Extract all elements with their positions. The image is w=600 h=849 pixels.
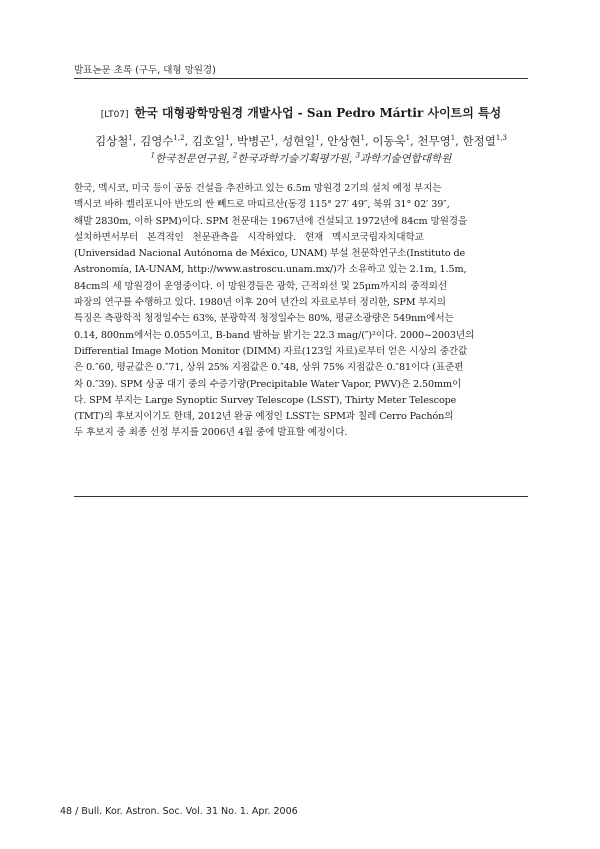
author-affiliation-mark: 1 <box>128 134 133 143</box>
author-list: 김상철$^1$, 김영수$^{1,2}$, 김호일$^1$, 박병곤$^1$, 성현일$^1$, 안상현$^1$, 이동욱$^1$, 천무영$^1$, 한정열$^{1,3}$ <box>94 134 507 148</box>
abstract-line: 멕시코 바하 캘리포니아 반도의 싼 뻬드로 마띠르산(동경 115° 27′ 49″, 북위 31° 02′ 39″, <box>74 199 450 211</box>
author: 김영수 <box>140 134 174 148</box>
section-header: 발표논문 초록 (구두, 대형 망원경) <box>74 65 216 76</box>
affiliation-mark: 1 <box>150 151 156 160</box>
abstract-line: (Universidad Nacional Autónoma de México, UNAM) 부설 천문학연구소(Instituto de <box>74 248 466 260</box>
author: 한정열 <box>462 134 496 148</box>
abstract-line: 두 후보지 중 최종 선정 부지를 2006년 4월 중에 발표할 예정이다. <box>74 427 348 439</box>
abstract-line: 해발 2830m, 이하 SPM)이다. SPM 천문대는 1967년에 건설되고 1972년에 84cm 망원경을 <box>74 215 468 227</box>
abstract-line: 84cm의 세 망원경이 운영중이다. 이 망원경들은 광학, 근적외선 및 25μm까지의 중적외선 <box>74 280 448 292</box>
author-affiliation-mark: 1 <box>225 134 230 143</box>
abstract-line: 설치하면서부터 본격적인 천문관측을 시작하였다. 현재 멕시코국립자치대학교 <box>74 231 424 243</box>
abstract-line: 0.14, 800nm에서는 0.055이고, B-band 밤하늘 밝기는 22.3 mag/(″)²이다. 2000~2003년의 <box>74 329 475 341</box>
author-affiliation-mark: 1 <box>360 134 365 143</box>
bottom-divider <box>74 496 528 497</box>
author: 김호일 <box>191 134 226 148</box>
author: 안상현 <box>327 134 361 148</box>
page-footer: 48 / Bull. Kor. Astron. Soc. Vol. 31 No. 1. Apr. 2006 <box>60 806 298 817</box>
paper-title <box>74 104 528 121</box>
abstract-line: 파장의 연구를 수행하고 있다. 1980년 이후 20여 년간의 자료로부터 정리한, SPM 부지의 <box>74 297 446 309</box>
top-divider <box>74 78 528 79</box>
affiliation-mark: 2 <box>232 151 238 160</box>
abstract-line: 한국, 멕시코, 미국 등이 공동 건설을 추진하고 있는 6.5m 망원경 2기의 설치 예정 부지는 <box>74 183 442 194</box>
author-affiliation-mark: 1 <box>270 134 275 143</box>
abstract-line: 다. SPM 부지는 Large Synoptic Survey Telescope (LSST), Thirty Meter Telescope <box>74 394 457 406</box>
abstract-line: 차 0.″39). SPM 상공 대기 중의 수증기량(Precipitable Water Vapor, PWV)은 2.50mm이 <box>74 378 462 390</box>
author-affiliation-mark: 1 <box>450 134 456 143</box>
affiliation: 한국과학기술기획평가원 <box>237 153 349 165</box>
abstract-line: Astronomía, IA-UNAM, http://www.astroscu.unam.mx/)가 소유하고 있는 2.1m, 1.5m, <box>74 264 467 276</box>
abstract-line: (TMT)의 후보지이기도 한데, 2012년 완공 예정인 LSST는 SPM과 칠레 Cerro Pachón의 <box>74 411 454 423</box>
author-affiliation-mark: 1,3 <box>495 134 507 143</box>
author-affiliation-mark: 1 <box>405 134 411 143</box>
abstract-line: 특징은 측광학적 청정일수는 63%, 분광학적 청정일수는 80%, 평균소광량은 549nm에서는 <box>74 313 454 325</box>
affiliation-list: $^1$한국천문연구원, $^2$한국과학기술기획평가원, $^3$과학기술연합대학원 <box>150 151 452 165</box>
abstract-line: 은 0.″60, 평균값은 0.″71, 상위 25% 지점값은 0.″48, 상위 75% 지점값은 0.″81이다 (표준편 <box>74 362 464 374</box>
affiliation: 과학기술연합대학원 <box>360 153 452 165</box>
paper-title-text: 한국 대형광학망원경 개발사업 - San Pedro Mártir 사이트의 특성 <box>134 106 502 120</box>
affiliation-mark: 3 <box>355 151 361 160</box>
author: 성현일 <box>282 134 316 148</box>
author: 김상철 <box>94 134 129 148</box>
author-affiliation-mark: 1,2 <box>173 134 185 143</box>
paper-code: [LT07] <box>100 110 129 120</box>
abstract <box>74 181 528 442</box>
author: 이동욱 <box>372 134 406 148</box>
author: 박병곤 <box>236 134 271 148</box>
author-affiliation-mark: 1 <box>315 134 320 143</box>
affiliation: 한국천문연구원 <box>155 153 227 165</box>
abstract-line: Differential Image Motion Monitor (DIMM) 자료(123일 자료)로부터 얻은 시상의 중간값 <box>74 345 468 357</box>
author: 천무영 <box>417 134 451 148</box>
